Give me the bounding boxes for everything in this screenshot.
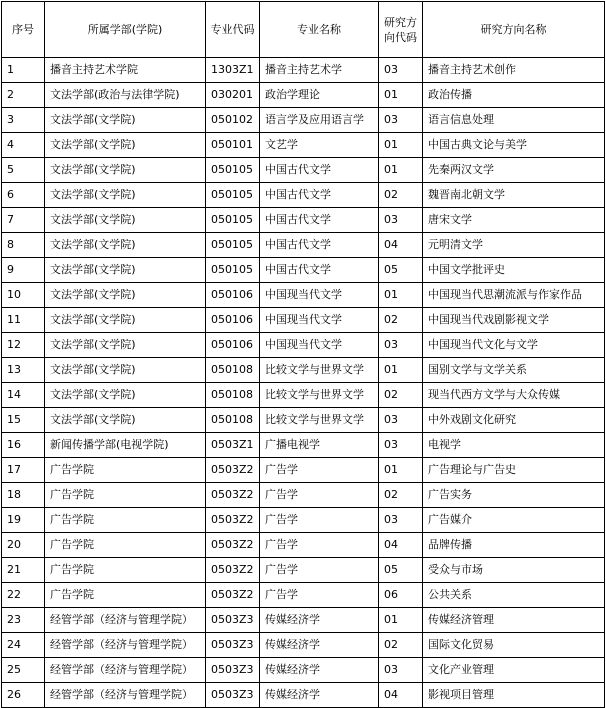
cell-no: 24 [2,633,45,658]
header-research-code: 研究方向代码 [379,2,423,58]
cell-major-code: 050102 [206,108,260,133]
cell-major-name: 中国古代文学 [260,183,379,208]
cell-no: 3 [2,108,45,133]
cell-research-code: 05 [379,258,423,283]
cell-school: 广告学院 [45,533,206,558]
cell-research-code: 01 [379,158,423,183]
cell-school: 文法学部(文学院) [45,158,206,183]
cell-major-name: 中国古代文学 [260,233,379,258]
cell-major-code: 050105 [206,258,260,283]
table-row [2,133,605,158]
cell-school: 文法学部(文学院) [45,133,206,158]
cell-major-name: 广告学 [260,558,379,583]
table-row [2,308,605,333]
cell-major-name: 比较文学与世界文学 [260,408,379,433]
table-row [2,558,605,583]
cell-major-name: 中国现当代文学 [260,308,379,333]
research-directions-table [1,1,605,708]
cell-major-name: 语言学及应用语言学 [260,108,379,133]
cell-research-code: 01 [379,608,423,633]
cell-research-code: 02 [379,308,423,333]
cell-no: 26 [2,683,45,708]
cell-major-name: 中国古代文学 [260,258,379,283]
cell-research-name: 公共关系 [423,583,605,608]
cell-school: 广告学院 [45,483,206,508]
cell-research-code: 02 [379,183,423,208]
cell-school: 播音主持艺术学院 [45,58,206,83]
cell-school: 文法学部(文学院) [45,383,206,408]
cell-major-name: 传媒经济学 [260,683,379,708]
cell-major-code: 050101 [206,133,260,158]
cell-research-code: 01 [379,83,423,108]
cell-research-code: 02 [379,633,423,658]
table-row [2,208,605,233]
cell-major-code: 050105 [206,208,260,233]
table-row [2,258,605,283]
cell-major-name: 播音主持艺术学 [260,58,379,83]
cell-school: 经管学部（经济与管理学院） [45,658,206,683]
cell-major-name: 比较文学与世界文学 [260,358,379,383]
cell-major-name: 广告学 [260,458,379,483]
table-row [2,358,605,383]
cell-no: 25 [2,658,45,683]
cell-research-name: 语言信息处理 [423,108,605,133]
header-major-code: 专业代码 [206,2,260,58]
cell-research-code: 02 [379,383,423,408]
cell-major-code: 0503Z2 [206,533,260,558]
cell-research-name: 中国现当代思潮流派与作家作品 [423,283,605,308]
cell-school: 文法学部(文学院) [45,108,206,133]
table-row [2,158,605,183]
cell-major-name: 比较文学与世界文学 [260,383,379,408]
cell-major-code: 0503Z1 [206,433,260,458]
cell-no: 1 [2,58,45,83]
cell-school: 经管学部（经济与管理学院） [45,683,206,708]
table-row [2,183,605,208]
cell-research-code: 01 [379,283,423,308]
cell-major-code: 0503Z3 [206,683,260,708]
cell-major-name: 广告学 [260,583,379,608]
table-row [2,108,605,133]
table-row [2,683,605,708]
cell-major-name: 传媒经济学 [260,608,379,633]
cell-research-name: 先秦两汉文学 [423,158,605,183]
cell-major-name: 中国古代文学 [260,158,379,183]
cell-major-code: 050105 [206,183,260,208]
cell-school: 文法学部(文学院) [45,258,206,283]
table-row [2,508,605,533]
header-major-name: 专业名称 [260,2,379,58]
cell-no: 16 [2,433,45,458]
table-row [2,633,605,658]
table-row [2,233,605,258]
cell-research-name: 文化产业管理 [423,658,605,683]
table-row [2,458,605,483]
cell-school: 新闻传播学部(电视学院) [45,433,206,458]
cell-major-code: 050105 [206,158,260,183]
table-row [2,408,605,433]
cell-major-code: 050106 [206,283,260,308]
cell-major-code: 1303Z1 [206,58,260,83]
cell-school: 广告学院 [45,558,206,583]
cell-school: 文法学部(文学院) [45,408,206,433]
table-row [2,433,605,458]
cell-no: 23 [2,608,45,633]
cell-major-code: 0503Z2 [206,558,260,583]
table-row [2,533,605,558]
header-no: 序号 [2,2,45,58]
cell-major-code: 050108 [206,408,260,433]
cell-no: 11 [2,308,45,333]
cell-major-name: 传媒经济学 [260,658,379,683]
cell-major-code: 0503Z3 [206,658,260,683]
cell-research-name: 播音主持艺术创作 [423,58,605,83]
cell-research-name: 中国现当代文化与文学 [423,333,605,358]
cell-no: 12 [2,333,45,358]
cell-school: 文法学部(文学院) [45,333,206,358]
cell-research-code: 03 [379,208,423,233]
cell-major-code: 0503Z3 [206,608,260,633]
cell-no: 4 [2,133,45,158]
cell-no: 10 [2,283,45,308]
cell-research-name: 传媒经济管理 [423,608,605,633]
cell-school: 文法学部(文学院) [45,208,206,233]
cell-major-code: 050106 [206,333,260,358]
cell-research-name: 受众与市场 [423,558,605,583]
cell-research-code: 01 [379,133,423,158]
cell-major-name: 中国古代文学 [260,208,379,233]
table-row [2,283,605,308]
cell-research-code: 01 [379,358,423,383]
cell-major-name: 中国现当代文学 [260,283,379,308]
cell-no: 9 [2,258,45,283]
cell-research-name: 唐宋文学 [423,208,605,233]
cell-research-name: 魏晋南北朝文学 [423,183,605,208]
cell-research-code: 03 [379,433,423,458]
cell-no: 15 [2,408,45,433]
cell-school: 文法学部(文学院) [45,233,206,258]
cell-major-code: 0503Z2 [206,483,260,508]
cell-school: 经管学部（经济与管理学院） [45,608,206,633]
cell-research-name: 电视学 [423,433,605,458]
cell-research-code: 04 [379,683,423,708]
cell-major-code: 0503Z2 [206,458,260,483]
table-row [2,658,605,683]
cell-major-name: 广播电视学 [260,433,379,458]
cell-school: 文法学部(文学院) [45,283,206,308]
cell-research-code: 01 [379,458,423,483]
cell-school: 广告学院 [45,458,206,483]
cell-school: 文法学部(文学院) [45,308,206,333]
cell-school: 文法学部(文学院) [45,183,206,208]
cell-major-code: 0503Z2 [206,583,260,608]
table-row [2,583,605,608]
cell-research-code: 03 [379,658,423,683]
cell-research-code: 05 [379,558,423,583]
cell-major-code: 050106 [206,308,260,333]
header-research-name: 研究方向名称 [423,2,605,58]
table-row [2,58,605,83]
cell-research-name: 中国文学批评史 [423,258,605,283]
cell-school: 文法学部(政治与法律学院) [45,83,206,108]
cell-research-code: 03 [379,58,423,83]
cell-research-name: 影视项目管理 [423,683,605,708]
cell-research-code: 03 [379,333,423,358]
cell-research-name: 中国现当代戏剧影视文学 [423,308,605,333]
cell-research-code: 04 [379,533,423,558]
cell-major-name: 中国现当代文学 [260,333,379,358]
cell-no: 22 [2,583,45,608]
cell-research-code: 03 [379,108,423,133]
cell-research-code: 02 [379,483,423,508]
cell-no: 18 [2,483,45,508]
cell-no: 21 [2,558,45,583]
cell-no: 5 [2,158,45,183]
table-row [2,333,605,358]
cell-no: 2 [2,83,45,108]
cell-research-name: 国别文学与文学关系 [423,358,605,383]
cell-major-code: 050108 [206,383,260,408]
cell-no: 19 [2,508,45,533]
cell-research-code: 03 [379,508,423,533]
cell-school: 经管学部（经济与管理学院） [45,633,206,658]
cell-school: 广告学院 [45,508,206,533]
cell-major-code: 050105 [206,233,260,258]
cell-research-name: 国际文化贸易 [423,633,605,658]
cell-research-name: 品牌传播 [423,533,605,558]
cell-research-name: 中国古典文论与美学 [423,133,605,158]
cell-major-name: 政治学理论 [260,83,379,108]
cell-major-name: 广告学 [260,483,379,508]
cell-no: 8 [2,233,45,258]
cell-no: 14 [2,383,45,408]
cell-major-code: 0503Z3 [206,633,260,658]
table-body [2,58,605,708]
header-row [2,2,605,58]
cell-research-code: 06 [379,583,423,608]
cell-research-name: 现当代西方文学与大众传媒 [423,383,605,408]
cell-research-name: 广告实务 [423,483,605,508]
cell-no: 17 [2,458,45,483]
cell-no: 13 [2,358,45,383]
cell-major-code: 050108 [206,358,260,383]
cell-major-name: 文艺学 [260,133,379,158]
cell-major-code: 030201 [206,83,260,108]
cell-school: 文法学部(文学院) [45,358,206,383]
table-row [2,83,605,108]
cell-research-name: 政治传播 [423,83,605,108]
cell-major-code: 0503Z2 [206,508,260,533]
cell-no: 7 [2,208,45,233]
table-row [2,608,605,633]
cell-no: 20 [2,533,45,558]
table-row [2,483,605,508]
header-school: 所属学部(学院) [45,2,206,58]
cell-research-name: 元明清文学 [423,233,605,258]
cell-major-name: 广告学 [260,508,379,533]
cell-no: 6 [2,183,45,208]
cell-research-name: 广告媒介 [423,508,605,533]
cell-research-name: 中外戏剧文化研究 [423,408,605,433]
cell-major-name: 广告学 [260,533,379,558]
cell-school: 广告学院 [45,583,206,608]
table-row [2,383,605,408]
cell-research-code: 04 [379,233,423,258]
cell-research-code: 03 [379,408,423,433]
cell-major-name: 传媒经济学 [260,633,379,658]
cell-research-name: 广告理论与广告史 [423,458,605,483]
